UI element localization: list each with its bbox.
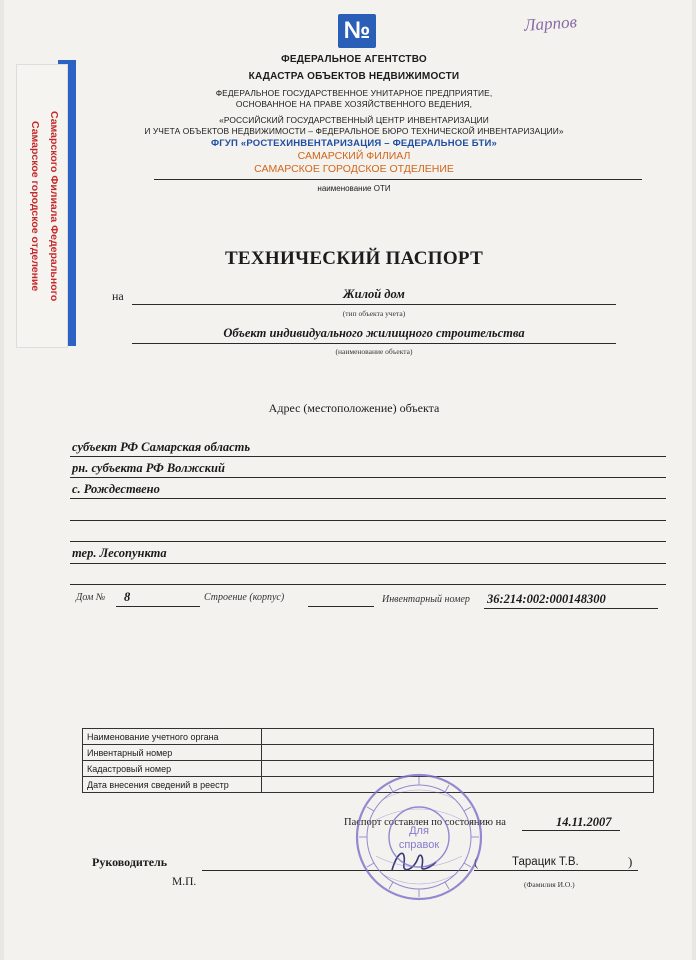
oti-caption: наименование ОТИ: [317, 184, 391, 193]
register-row-label: Инвентарный номер: [83, 745, 262, 761]
agency-line1: ФЕДЕРАЛЬНОЕ АГЕНТСТВО: [281, 54, 427, 65]
inventory-label: Инвентарный номер: [382, 594, 470, 605]
round-stamp-icon: [352, 770, 486, 904]
corner-note: Ларпов: [523, 12, 578, 35]
house-value: 8: [124, 590, 131, 604]
inventory-line: [484, 608, 658, 609]
table-row: [83, 729, 654, 745]
house-line: [116, 606, 200, 607]
logo-symbol: №: [343, 17, 371, 44]
center-line1: «РОССИЙСКИЙ ГОСУДАРСТВЕННЫЙ ЦЕНТР ИНВЕНТАРИЗАЦИИ: [219, 115, 489, 125]
passport-page: [4, 0, 692, 960]
register-row-label: Дата внесения сведений в реестр: [83, 777, 262, 793]
enterprise-line2: ОСНОВАННОЕ НА ПРАВЕ ХОЗЯЙСТВЕННОГО ВЕДЕНИЯ,: [235, 99, 473, 109]
na-label: на: [112, 289, 124, 303]
page-title: ТЕХНИЧЕСКИЙ ПАСПОРТ: [224, 248, 484, 269]
agency-line2: КАДАСТРА ОБЪЕКТОВ НЕДВИЖИМОСТИ: [248, 71, 460, 82]
address-line-1: [70, 456, 666, 457]
compiled-date: 14.11.2007: [556, 815, 612, 829]
object-name-value: Объект индивидуального жилищного строительства: [223, 326, 525, 340]
address-line-2: [70, 477, 666, 478]
register-row-value: [262, 729, 654, 745]
name-line: [132, 343, 616, 344]
inventory-value: 36:214:002:000148300: [487, 592, 606, 606]
paren-close: ): [628, 854, 633, 869]
register-row-label: Наименование учетного органа: [83, 729, 262, 745]
paren-open: (: [474, 854, 479, 869]
signer-name: Тарацик Т.В.: [512, 856, 579, 868]
object-type-caption: (тип объекта учета): [342, 309, 406, 318]
structure-line: [308, 606, 374, 607]
enterprise-line1: ФЕДЕРАЛЬНОЕ ГОСУДАРСТВЕННОЕ УНИТАРНОЕ ПРЕДПРИЯТИЕ,: [215, 88, 493, 98]
division-line: САМАРСКОЕ ГОРОДСКОЕ ОТДЕЛЕНИЕ: [254, 163, 454, 175]
round-stamp-text1: Для: [409, 825, 429, 837]
object-name-caption: (наименование объекта): [335, 347, 413, 356]
fgup-line: ФГУП «РОСТЕХИНВЕНТАРИЗАЦИЯ – ФЕДЕРАЛЬНОЕ БТИ»: [210, 138, 498, 149]
address-line-4: [70, 520, 666, 521]
address-value-2: рн. субъекта РФ Волжский: [72, 461, 225, 475]
signer-name-caption: (Фамилия И.О.): [524, 880, 575, 889]
oti-line: [154, 179, 642, 180]
structure-label: Строение (корпус): [204, 592, 285, 603]
table-row: [83, 745, 654, 761]
compiled-date-line: [522, 830, 620, 831]
type-line: [132, 304, 616, 305]
signer-name-line: [474, 870, 638, 871]
side-stamp-line2: Самарского Филиала Федерального: [48, 110, 60, 302]
branch-line: САМАРСКИЙ ФИЛИАЛ: [297, 150, 411, 162]
side-stamp-line1: Самарское городское отделение: [29, 120, 41, 292]
mp-label: М.П.: [172, 876, 197, 888]
address-heading: Адрес (местоположение) объекта: [268, 401, 440, 415]
center-line2: И УЧЕТА ОБЪЕКТОВ НЕДВИЖИМОСТИ – ФЕДЕРАЛЬНОЕ БЮРО ТЕХНИЧЕСКОЙ ИНВЕНТАРИЗАЦИИ»: [144, 126, 564, 136]
register-row-label: Кадастровый номер: [83, 761, 262, 777]
house-label: Дом №: [76, 592, 106, 603]
address-line-5: [70, 541, 666, 542]
logo: [338, 14, 376, 48]
address-value-3: с. Рождествено: [72, 482, 160, 496]
address-line-6: [70, 563, 666, 564]
address-value-1: субъект РФ Самарская область: [72, 440, 251, 454]
side-stamp: [16, 64, 68, 348]
compiled-label: Паспорт составлен по состоянию на: [344, 817, 506, 828]
round-stamp-text2: справок: [398, 839, 440, 851]
address-line-7: [70, 584, 666, 585]
address-line-3: [70, 498, 666, 499]
register-row-value: [262, 745, 654, 761]
object-type-value: Жилой дом: [343, 287, 405, 301]
address-value-6: тер. Лесопункта: [72, 546, 167, 560]
head-label: Руководитель: [92, 855, 168, 869]
